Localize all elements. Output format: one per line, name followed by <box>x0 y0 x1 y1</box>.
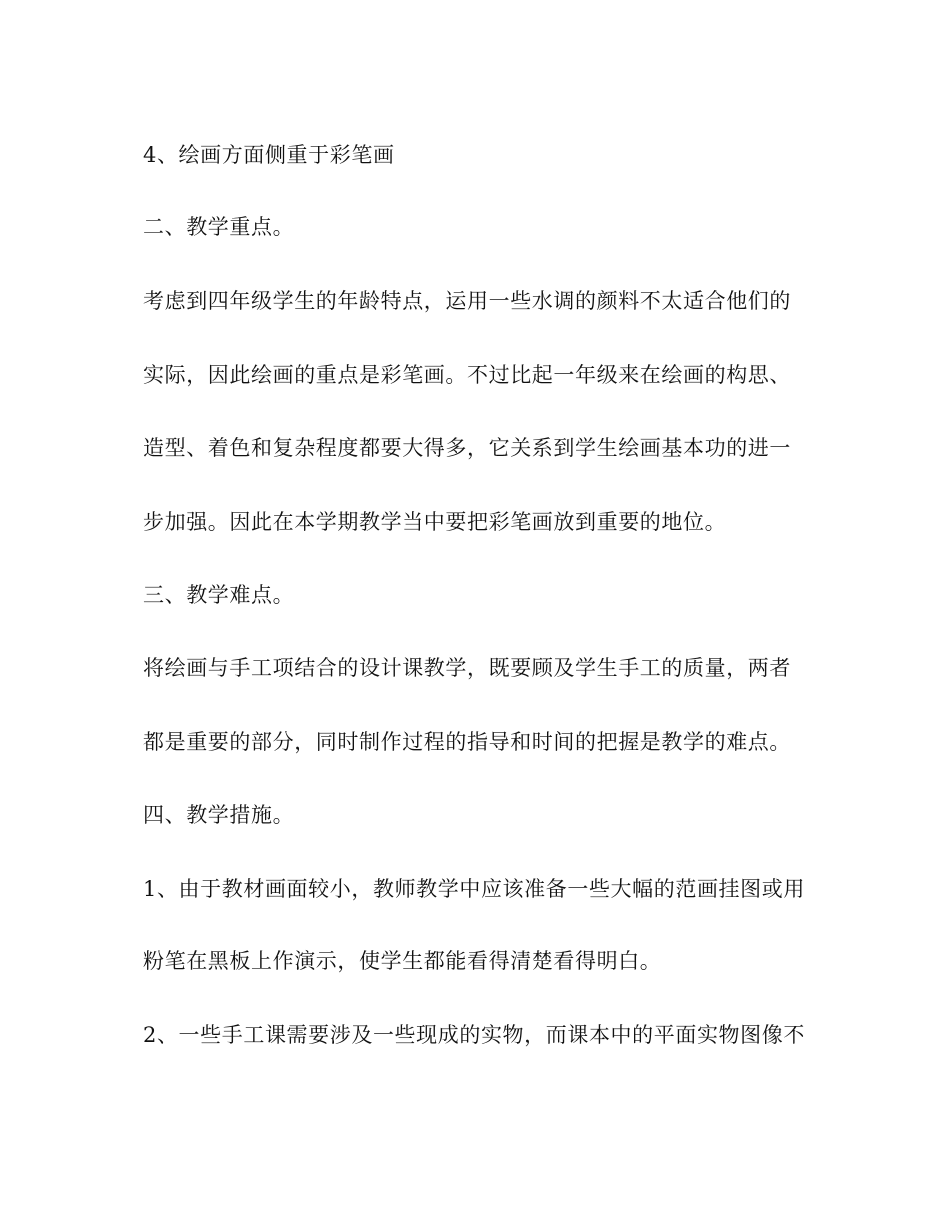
text-line-8: 将绘画与手工项结合的设计课教学，既要顾及学生手工的质量，两者 <box>143 656 791 680</box>
text-line-6: 步加强。因此在本学期教学当中要把彩笔画放到重要的地位。 <box>143 510 727 534</box>
text-line-5: 造型、着色和复杂程度都要大得多，它关系到学生绘画基本功的进一 <box>143 436 791 460</box>
text-line-13: 2、一些手工课需要涉及一些现成的实物，而课本中的平面实物图像不 <box>143 1023 805 1047</box>
text-line-1: 4、绘画方面侧重于彩笔画 <box>143 143 395 167</box>
text-line-3: 考虑到四年级学生的年龄特点，运用一些水调的颜料不太适合他们的 <box>143 289 791 313</box>
text-line-9: 都是重要的部分，同时制作过程的指导和时间的把握是教学的难点。 <box>143 730 791 754</box>
section-heading-measures: 四、教学措施。 <box>143 803 295 827</box>
section-heading-key-points: 二、教学重点。 <box>143 215 295 239</box>
text-line-11: 1、由于教材画面较小，教师教学中应该准备一些大幅的范画挂图或用 <box>143 877 805 901</box>
text-line-12: 粉笔在黑板上作演示，使学生都能看得清楚看得明白。 <box>143 949 662 973</box>
text-line-4: 实际，因此绘画的重点是彩笔画。不过比起一年级来在绘画的构思、 <box>143 363 791 387</box>
section-heading-difficulties: 三、教学难点。 <box>143 583 295 607</box>
